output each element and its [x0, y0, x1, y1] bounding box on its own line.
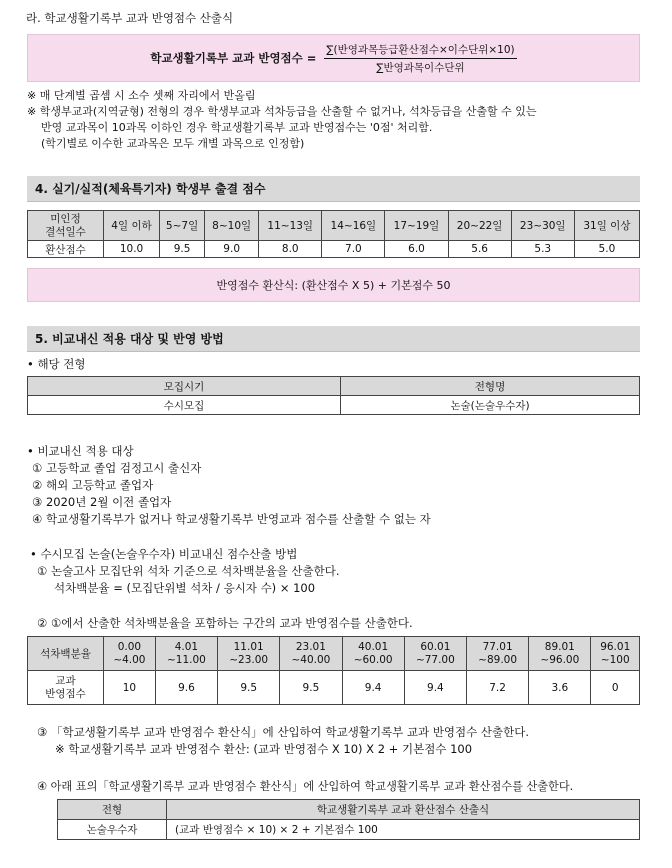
percentile-range	[218, 637, 280, 671]
admission-cell: 수시모집	[28, 396, 341, 415]
bullet-calculation-method: • 수시모집 논술(논술우수자) 비교내신 점수산출 방법	[30, 547, 298, 561]
attendance-value: 5.0	[574, 241, 639, 258]
note-line: 반영 교과목이 10과목 이하인 경우 학교생활기록부 교과 반영점수는 '0점' 처리함.	[41, 121, 433, 134]
step-3-block	[37, 724, 529, 758]
conversion-table	[57, 799, 640, 840]
score-value: 9.5	[280, 671, 342, 705]
formula-denominator: ∑반영과목이수단위	[376, 61, 465, 74]
header-line: 반영점수	[45, 687, 86, 700]
step-4: ④ 아래 표의「학교생활기록부 교과 반영점수 환산식」에 산입하여 학교생활기록부 교과 환산점수를 산출한다.	[37, 780, 574, 793]
attendance-column-header: 8~10일	[205, 211, 259, 241]
attendance-column-header: 5~7일	[160, 211, 205, 241]
percentile-table	[27, 636, 640, 705]
attendance-value: 5.6	[448, 241, 511, 258]
range-start: 23.01	[295, 640, 326, 653]
score-value: 0	[591, 671, 640, 705]
percentile-range	[155, 637, 217, 671]
formula-lhs: 학교생활기록부 교과 반영점수 =	[150, 51, 317, 65]
target-item: ① 고등학교 졸업 검정고시 출신자	[32, 461, 202, 475]
header-line: 교과	[55, 674, 76, 687]
attendance-value: 10.0	[104, 241, 160, 258]
attendance-value: 8.0	[259, 241, 322, 258]
range-start: 40.01	[358, 640, 389, 653]
attendance-formula-box: 반영점수 환산식: (환산점수 X 5) + 기본점수 50	[27, 268, 640, 302]
range-start: 96.01	[600, 640, 631, 653]
calculation-method	[30, 546, 340, 597]
range-end: ~96.00	[540, 653, 580, 666]
admission-header: 모집시기	[28, 377, 341, 396]
section-ra-notes	[27, 88, 537, 152]
percentile-range	[280, 637, 342, 671]
comparison-targets	[27, 443, 431, 528]
range-start: 11.01	[233, 640, 264, 653]
conversion-cell: 논술우수자	[58, 820, 167, 840]
step-2: ② ①에서 산출한 석차백분율을 포함하는 구간의 교과 반영점수를 산출한다.	[37, 616, 413, 630]
section-4-heading: 4. 실기/실적(체육특기자) 학생부 출결 점수	[27, 176, 640, 202]
target-item: ③ 2020년 2월 이전 졸업자	[32, 495, 172, 509]
range-end: ~89.00	[478, 653, 518, 666]
attendance-value: 6.0	[385, 241, 448, 258]
admission-header: 전형명	[341, 377, 640, 396]
range-start: 4.01	[174, 640, 199, 653]
target-item: ④ 학교생활기록부가 없거나 학교생활기록부 반영교과 점수를 산출할 수 없는 자	[32, 512, 431, 526]
admission-table	[27, 376, 640, 415]
percentile-range	[404, 637, 466, 671]
range-end: ~4.00	[113, 653, 146, 666]
attendance-column-header: 17~19일	[385, 211, 448, 241]
score-value: 10	[104, 671, 156, 705]
conversion-header: 학교생활기록부 교과 환산점수 산출식	[167, 800, 640, 820]
attendance-value: 9.5	[160, 241, 205, 258]
range-end: ~100	[600, 653, 630, 666]
range-end: ~23.00	[229, 653, 269, 666]
range-start: 60.01	[420, 640, 451, 653]
step-3: ③ 「학교생활기록부 교과 반영점수 환산식」에 산입하여 학교생활기록부 교과 반영점수 산출한다.	[37, 725, 530, 739]
attendance-value: 5.3	[511, 241, 574, 258]
formula-fraction	[324, 42, 516, 75]
attendance-column-header: 23~30일	[511, 211, 574, 241]
range-end: ~77.00	[415, 653, 455, 666]
note-line: ※ 학생부교과(지역균형) 전형의 경우 학생부교과 석차등급을 산출할 수 없거나, 석차등급을 산출할 수 있는	[27, 105, 537, 118]
attendance-column-header: 31일 이상	[574, 211, 639, 241]
attendance-column-header: 20~22일	[448, 211, 511, 241]
percentile-range	[466, 637, 528, 671]
percentile-range	[591, 637, 640, 671]
range-end: ~40.00	[291, 653, 331, 666]
note-line: (학기별로 이수한 교과목은 모두 개별 과목으로 인정함)	[41, 137, 305, 150]
score-value: 9.5	[218, 671, 280, 705]
target-item: ② 해외 고등학교 졸업자	[32, 478, 154, 492]
attendance-row-header: 환산점수	[28, 241, 104, 258]
percentile-range	[529, 637, 591, 671]
attendance-value: 9.0	[205, 241, 259, 258]
range-end: ~60.00	[353, 653, 393, 666]
score-row-header	[28, 671, 104, 705]
attendance-row-header	[28, 211, 104, 241]
attendance-value: 7.0	[322, 241, 385, 258]
range-start: 0.00	[117, 640, 142, 653]
range-start: 89.01	[544, 640, 575, 653]
step-3-note: ※ 학교생활기록부 교과 반영점수 환산: (교과 반영점수 X 10) X 2 + 기본점수 100	[55, 742, 473, 756]
percentile-row-header: 석차백분율	[28, 637, 104, 671]
grade-formula-box	[27, 34, 640, 82]
bullet-comparison-targets: • 비교내신 적용 대상	[27, 444, 134, 458]
step-1: ① 논술고사 모집단위 석차 기준으로 석차백분율을 산출한다.	[37, 564, 340, 578]
score-value: 9.4	[404, 671, 466, 705]
step-1-formula: 석차백분율 = (모집단위별 석차 / 응시자 수) × 100	[54, 581, 316, 595]
score-value: 9.6	[155, 671, 217, 705]
bullet-applicable-admission: • 해당 전형	[27, 357, 86, 371]
range-end: ~11.00	[167, 653, 206, 666]
attendance-column-header: 14~16일	[322, 211, 385, 241]
range-start: 77.01	[482, 640, 513, 653]
admission-cell: 논술(논술우수자)	[341, 396, 640, 415]
attendance-column-header: 11~13일	[259, 211, 322, 241]
percentile-range	[342, 637, 404, 671]
formula-numerator: ∑(반영과목등급환산점수×이수단위×10)	[324, 42, 516, 59]
conversion-cell: (교과 반영점수 × 10) × 2 + 기본점수 100	[167, 820, 640, 840]
score-value: 7.2	[466, 671, 528, 705]
score-value: 3.6	[529, 671, 591, 705]
section-5-heading: 5. 비교내신 적용 대상 및 반영 방법	[27, 326, 640, 352]
conversion-header: 전형	[58, 800, 167, 820]
section-ra-heading: 라. 학교생활기록부 교과 반영점수 산출식	[26, 11, 234, 25]
header-line: 결석일수	[45, 225, 86, 238]
attendance-column-header: 4일 이하	[104, 211, 160, 241]
percentile-range	[104, 637, 156, 671]
header-line: 미인정	[50, 212, 81, 225]
score-value: 9.4	[342, 671, 404, 705]
attendance-table	[27, 210, 640, 258]
note-line: ※ 매 단계별 곱셈 시 소수 셋째 자리에서 반올림	[27, 89, 256, 102]
